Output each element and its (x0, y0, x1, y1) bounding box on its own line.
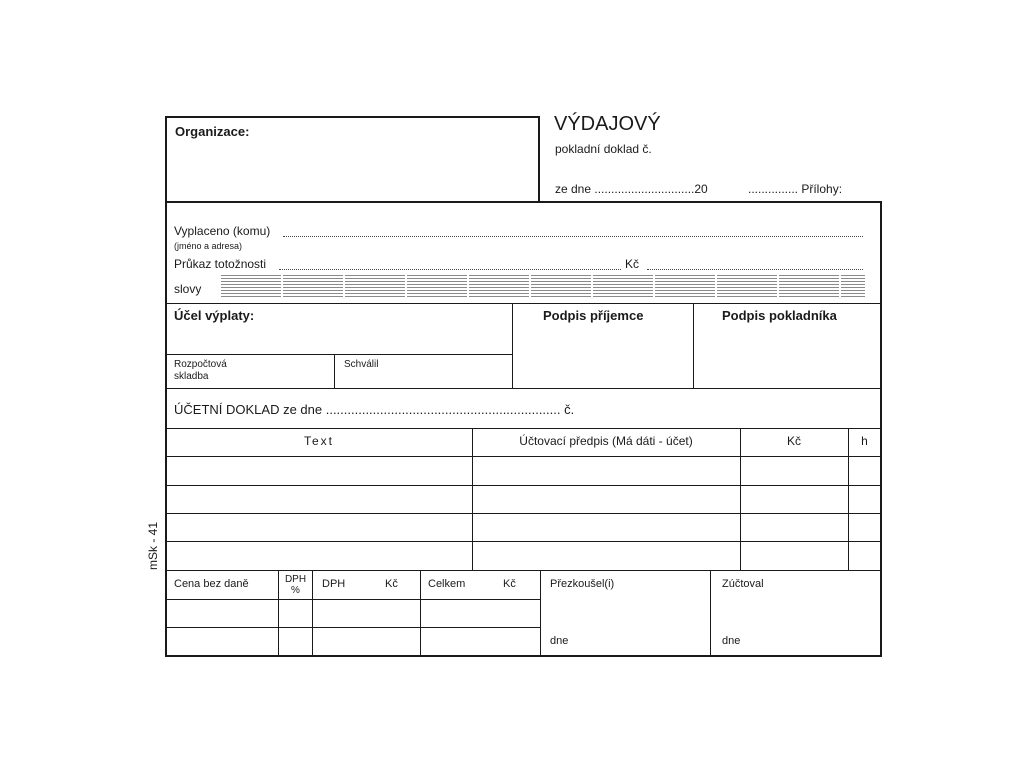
form-code: mSk - 41 (146, 521, 160, 570)
cashier-signature-label: Podpis pokladníka (722, 308, 837, 323)
total-label: Celkem (428, 578, 466, 590)
table-header-h: h (861, 434, 868, 448)
id-card-field[interactable] (279, 269, 621, 270)
table-row-divider (166, 513, 881, 514)
footer-col-divider (540, 570, 541, 656)
document-title: VÝDAJOVÝ (554, 113, 661, 135)
attachments-line: ............... Přílohy: (748, 182, 843, 196)
table-col-divider (472, 428, 473, 570)
budget-label-line2: skladba (174, 371, 209, 382)
date-line: ze dne ..............................20 (555, 182, 708, 196)
footer-col-divider (420, 570, 421, 656)
footer-col-divider (312, 570, 313, 656)
footer-row-divider (166, 627, 540, 628)
words-label: slovy (174, 282, 202, 296)
id-card-label: Průkaz totožnosti (174, 257, 267, 271)
paid-to-label: Vyplaceno (komu) (174, 224, 271, 238)
divider (512, 303, 513, 388)
table-row-divider (166, 485, 881, 486)
document-subtitle: pokladní doklad č. (555, 142, 652, 156)
vat-percent-line2: % (291, 585, 300, 596)
table-row-divider (166, 456, 881, 457)
divider (166, 428, 881, 429)
divider (166, 388, 881, 389)
table-row-divider (166, 541, 881, 542)
paid-to-field[interactable] (283, 236, 863, 237)
table-col-divider (848, 428, 849, 570)
accounting-document-line: ÚČETNÍ DOKLAD ze dne ................................................................. č. (174, 402, 575, 417)
recipient-signature-label: Podpis příjemce (543, 308, 644, 323)
checked-date-label: dne (550, 635, 569, 647)
vat-kc-label: Kč (385, 578, 398, 590)
posted-by-label: Zúčtoval (722, 578, 764, 590)
price-without-tax-label: Cena bez daně (174, 578, 249, 590)
footer-col-divider (278, 570, 279, 656)
vat-percent-label (279, 574, 312, 596)
total-kc-label: Kč (503, 578, 516, 590)
divider (334, 354, 335, 388)
table-header-posting: Účtovací předpis (Má dáti - účet) (519, 434, 693, 448)
amount-field[interactable] (647, 269, 863, 270)
divider (166, 303, 881, 304)
table-row-divider (166, 570, 881, 571)
purpose-label: Účel výplaty: (174, 308, 255, 323)
organization-label: Organizace: (175, 124, 250, 139)
amount-currency-label: Kč (625, 257, 640, 271)
footer-row-divider (166, 599, 540, 600)
posted-date-label: dne (722, 635, 741, 647)
table-header-text: Text (303, 434, 334, 448)
budget-label (174, 359, 227, 383)
budget-label-line1: Rozpočtová (174, 359, 227, 370)
vat-percent-line1: DPH (284, 574, 307, 585)
name-address-note: (jméno a adresa) (174, 241, 243, 251)
footer-col-divider (710, 570, 711, 656)
table-header-kc: Kč (786, 434, 801, 448)
approved-label: Schválil (344, 359, 379, 370)
divider (693, 303, 694, 388)
vat-label: DPH (322, 578, 346, 590)
checked-by-label: Přezkoušel(i) (550, 578, 615, 590)
amount-in-words-segments (221, 275, 865, 297)
table-col-divider (740, 428, 741, 570)
divider (166, 354, 512, 355)
